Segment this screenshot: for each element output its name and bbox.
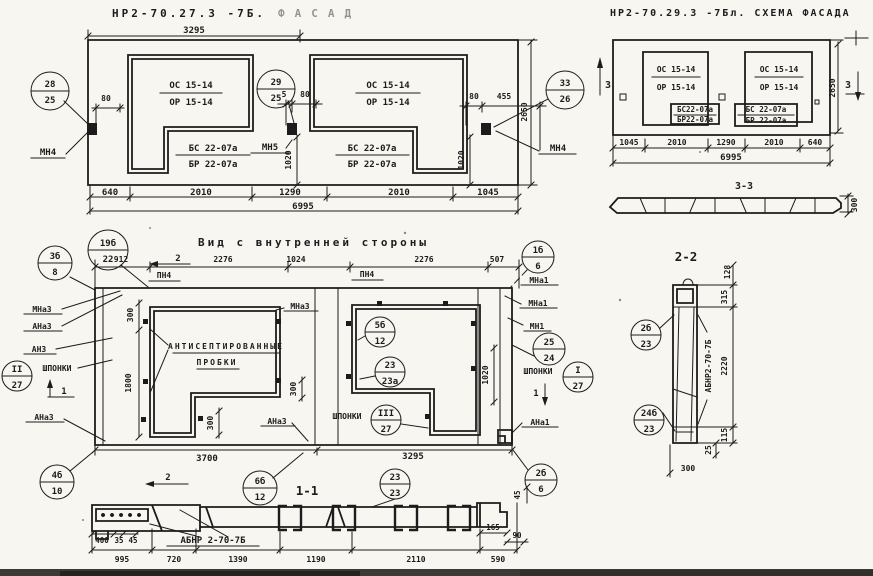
- label-pn4-a: ПН4: [156, 271, 172, 280]
- callout-bottom: 25: [44, 96, 56, 106]
- callout-bottom: 6: [535, 262, 541, 272]
- section-2-2-title: 2-2: [674, 249, 698, 264]
- callout-top: 1б: [532, 246, 544, 256]
- interior-view-drawing: [2, 230, 593, 507]
- scan-bottom-band-dark: [60, 571, 360, 576]
- section-mark-1-right: 1: [533, 389, 539, 399]
- dim-2276b: 2276: [414, 255, 434, 264]
- callout-28-25: [31, 72, 69, 110]
- dim-v1020: 1020: [481, 365, 490, 385]
- facade-left-leaders: [31, 93, 576, 158]
- callout-2b-23: [631, 320, 661, 350]
- schema-win2-mark-4: БР 22-07а: [745, 116, 787, 125]
- facade-left-subtitle: ФАСАД: [278, 7, 362, 20]
- window2-mark-1: ОС 15-14: [366, 81, 410, 91]
- callout-bottom: 23: [640, 340, 652, 350]
- callout-1b-6: [522, 241, 554, 273]
- dim-2650: 2650: [520, 102, 529, 122]
- label-antiseptic-plugs-2: ПРОБКИ: [196, 358, 238, 367]
- callout-top: 6б: [254, 477, 266, 487]
- callout-29-25: [257, 70, 295, 108]
- dim-row-2010a: 2010: [190, 188, 212, 198]
- callout-top: 25: [543, 338, 555, 348]
- callout-top: 23: [384, 361, 396, 371]
- section-mark-3-left: 3: [605, 80, 612, 91]
- dim-80-left: 80: [101, 94, 111, 103]
- label-an3: АН3: [31, 345, 47, 354]
- window1-mark-1: ОС 15-14: [169, 81, 213, 91]
- section-mark-1-left: 1: [61, 387, 67, 397]
- callout-top: 2б: [640, 324, 652, 334]
- dim-3295: 3295: [183, 26, 205, 36]
- dim-1020-mid: 1020: [284, 150, 293, 170]
- dim-3700: 3700: [196, 454, 218, 464]
- dim-v300a: 300: [126, 307, 135, 323]
- dim-3295-bottom: 3295: [402, 452, 424, 462]
- schema-hole-left: [620, 94, 626, 100]
- schema-dim-640: 640: [807, 138, 823, 147]
- dim-row-640: 640: [101, 188, 119, 198]
- callout-II-27: [2, 361, 32, 391]
- label-ana1: АНа1: [530, 418, 550, 427]
- label-mna3-mid: МНа3: [290, 302, 310, 311]
- dim-v300b: 300: [289, 381, 298, 397]
- callout-top: II: [11, 365, 23, 375]
- dim-300-bottom: 300: [680, 464, 696, 473]
- dim-80-mid: 80: [300, 90, 310, 99]
- facade-schema-drawing: [597, 8, 868, 217]
- dim-507: 507: [489, 255, 505, 264]
- facade-schema-title: НР2-70.29.3 -7Бл. СХЕМА ФАСАДА: [610, 8, 851, 19]
- callout-I-27: [563, 362, 593, 392]
- window1-mark-2: ОР 15-14: [169, 98, 213, 108]
- dim-v128: 128: [723, 264, 732, 280]
- callout-33-26: [546, 71, 584, 109]
- dim-912: 912: [113, 255, 129, 264]
- paper-speck: [619, 299, 621, 301]
- callout-bottom: 12: [374, 337, 386, 347]
- anchor-label-mn4-left: МН4: [39, 148, 57, 158]
- paper-speck: [149, 227, 151, 229]
- facade-left-dim-lines: [85, 30, 546, 214]
- section-mark-2-bottom: 2: [165, 473, 171, 483]
- dim-455: 455: [496, 92, 512, 101]
- schema-win2-mark-2: ОР 15-14: [759, 83, 799, 92]
- callout-top: 5б: [374, 321, 386, 331]
- callout-23-23: [380, 469, 410, 499]
- callout-bottom: 25: [270, 94, 282, 104]
- dim-v25: 25: [704, 445, 713, 455]
- callout-top: 28: [44, 80, 56, 90]
- dim-row-2010b: 2010: [388, 188, 410, 198]
- section-1-1-rebar-dots: [101, 513, 141, 517]
- callout-top: 4б: [51, 471, 63, 481]
- dim-720: 720: [166, 555, 182, 564]
- window2-mark-4: БР 22-07а: [347, 160, 397, 170]
- dim-row-1045: 1045: [477, 188, 499, 198]
- callout-top: 24б: [640, 409, 658, 419]
- schema-hole-right: [815, 100, 819, 104]
- callout-bottom: 23а: [381, 377, 399, 387]
- interior-hidden-leaders: [380, 270, 527, 288]
- callout-III-27: [371, 405, 401, 435]
- dim-45a: 45: [128, 536, 138, 545]
- dim-row-1290: 1290: [279, 188, 301, 198]
- label-mna3-a: МНа3: [32, 305, 52, 314]
- dim-v300c: 300: [206, 415, 215, 431]
- callout-19b-22: [88, 230, 128, 270]
- dim-5: 5: [281, 90, 287, 99]
- callout-bottom: 27: [572, 382, 584, 392]
- dim-35: 35: [114, 536, 124, 545]
- schema-dim-1045: 1045: [619, 138, 639, 147]
- dim-v115: 115: [720, 427, 729, 443]
- callout-top: 2б: [535, 469, 547, 479]
- anchor-label-mn5: МН5: [261, 143, 279, 153]
- paper-speck: [82, 519, 84, 521]
- label-ana3-mid: АНа3: [267, 417, 287, 426]
- paper-speck: [404, 232, 406, 234]
- callout-top: 29: [270, 78, 282, 88]
- section-2-2-panel-mark: АБНР2-70-7Б: [704, 339, 713, 393]
- callout-top: 19б: [99, 239, 117, 249]
- label-ana3-a: АНа3: [32, 322, 52, 331]
- dim-1390: 1390: [228, 555, 248, 564]
- callout-23-23a: [375, 357, 405, 387]
- schema-win1-mark-2: ОР 15-14: [656, 83, 696, 92]
- anchor-plate-right: [481, 123, 491, 135]
- dim-80-right: 80: [469, 92, 479, 101]
- section-mark-2-top: 2: [175, 254, 181, 264]
- dim-1024: 1024: [286, 255, 306, 264]
- label-mn1: МН1: [529, 322, 545, 331]
- dim-v315: 315: [720, 289, 729, 305]
- facade-left-drawing: [31, 7, 584, 214]
- interior-title: Вид с внутренней стороны: [198, 236, 429, 249]
- callout-bottom: 27: [11, 381, 23, 391]
- schema-hole-mid: [719, 94, 725, 100]
- schema-win1-mark-4: БР22-07а: [676, 115, 714, 124]
- dim-400: 400: [95, 536, 109, 545]
- facade-left-title: НР2-70.27.3 -7Б.: [112, 7, 266, 20]
- dim-v1800: 1800: [124, 373, 133, 393]
- window2-mark-2: ОР 15-14: [366, 98, 410, 108]
- scan-artifacts: [0, 151, 873, 576]
- dim-45b: 45: [513, 490, 522, 500]
- paper-speck: [699, 151, 701, 153]
- callout-3b-8: [38, 246, 72, 280]
- label-mna1-b: МНа1: [528, 299, 548, 308]
- window1-mark-4: БР 22-07а: [188, 160, 238, 170]
- label-shponki-left: ШПОНКИ: [42, 364, 72, 373]
- callout-25-24: [533, 333, 565, 365]
- label-pn4-b: ПН4: [359, 270, 375, 279]
- callout-bottom: 23: [389, 489, 401, 499]
- callout-24b-23: [634, 405, 664, 435]
- dim-2276a: 2276: [213, 255, 233, 264]
- section-3-3-profile: [610, 198, 841, 213]
- schema-section-arrows: [597, 57, 861, 101]
- schema-win2-mark-3: БС 22-07а: [745, 105, 787, 114]
- dim-995: 995: [114, 555, 130, 564]
- dim-1020-right: 1020: [457, 150, 466, 170]
- callout-bottom: 23: [643, 425, 655, 435]
- callout-top: 23: [389, 473, 401, 483]
- label-shpon-mid: ШПОНКИ: [332, 412, 362, 421]
- callout-top: 3б: [49, 252, 61, 262]
- section-1-1-label: 1-1: [295, 483, 319, 498]
- section-3-3-label: 3-3: [734, 181, 754, 192]
- callout-bottom: 27: [380, 425, 392, 435]
- interior-window1: [150, 307, 280, 437]
- schema-win2-mark-1: ОС 15-14: [759, 65, 799, 74]
- dim-1190: 1190: [306, 555, 326, 564]
- section-1-1-panel-mark: АБНР 2-70-7Б: [180, 536, 246, 546]
- section-3-3-dim-300: 300: [850, 197, 859, 213]
- dim-2110: 2110: [406, 555, 426, 564]
- callout-top: I: [575, 366, 581, 376]
- anchor-label-mn4-right: МН4: [549, 144, 567, 154]
- schema-dim-2650: 2650: [828, 78, 837, 98]
- schema-dim-1290: 1290: [716, 138, 736, 147]
- label-mna1-a: МНа1: [529, 276, 549, 285]
- schema-win1-mark-3: БС22-07а: [676, 105, 714, 114]
- dim-590: 590: [490, 555, 506, 564]
- dim-165: 165: [486, 523, 500, 532]
- callout-bottom: 26: [559, 95, 571, 105]
- callout-bottom: 24: [543, 354, 555, 364]
- callout-bottom: 12: [254, 493, 266, 503]
- schema-dim-total: 6995: [720, 153, 742, 163]
- callout-4b-10: [40, 465, 74, 499]
- callout-6b-12: [243, 471, 277, 505]
- label-shponki-right: ШПОНКИ: [523, 367, 553, 376]
- schema-win1-mark-1: ОС 15-14: [656, 65, 696, 74]
- window2-mark-3: БС 22-07а: [347, 144, 397, 154]
- callout-bottom: 10: [51, 487, 63, 497]
- section-mark-3-right: 3: [845, 80, 852, 91]
- callout-top: 33: [559, 79, 571, 89]
- section-3-3-joints: [640, 198, 815, 212]
- anchor-plate-mid: [287, 123, 297, 135]
- schema-dim-2010b: 2010: [764, 138, 784, 147]
- facade-left-panel-outline: [88, 40, 518, 185]
- callout-bottom: 6: [538, 485, 544, 495]
- dim-v2220: 2220: [720, 356, 729, 376]
- scan-bottom-band-right: [520, 570, 873, 576]
- callout-5b-12: [365, 317, 395, 347]
- callout-bottom: 22: [102, 255, 114, 265]
- schema-dim-2010a: 2010: [667, 138, 687, 147]
- dim-90: 90: [512, 531, 522, 540]
- window1-mark-3: БС 22-07а: [188, 144, 238, 154]
- label-ana3-b: АНа3: [34, 413, 54, 422]
- dim-total-6995: 6995: [292, 202, 314, 212]
- callout-bottom: 8: [52, 268, 58, 278]
- section-2-2-drawing: [631, 249, 737, 477]
- label-antiseptic-plugs-1: АНТИСЕПТИРОВАННЫЕ: [168, 342, 284, 351]
- callout-top: III: [377, 409, 395, 419]
- callout-2b-6: [525, 464, 557, 496]
